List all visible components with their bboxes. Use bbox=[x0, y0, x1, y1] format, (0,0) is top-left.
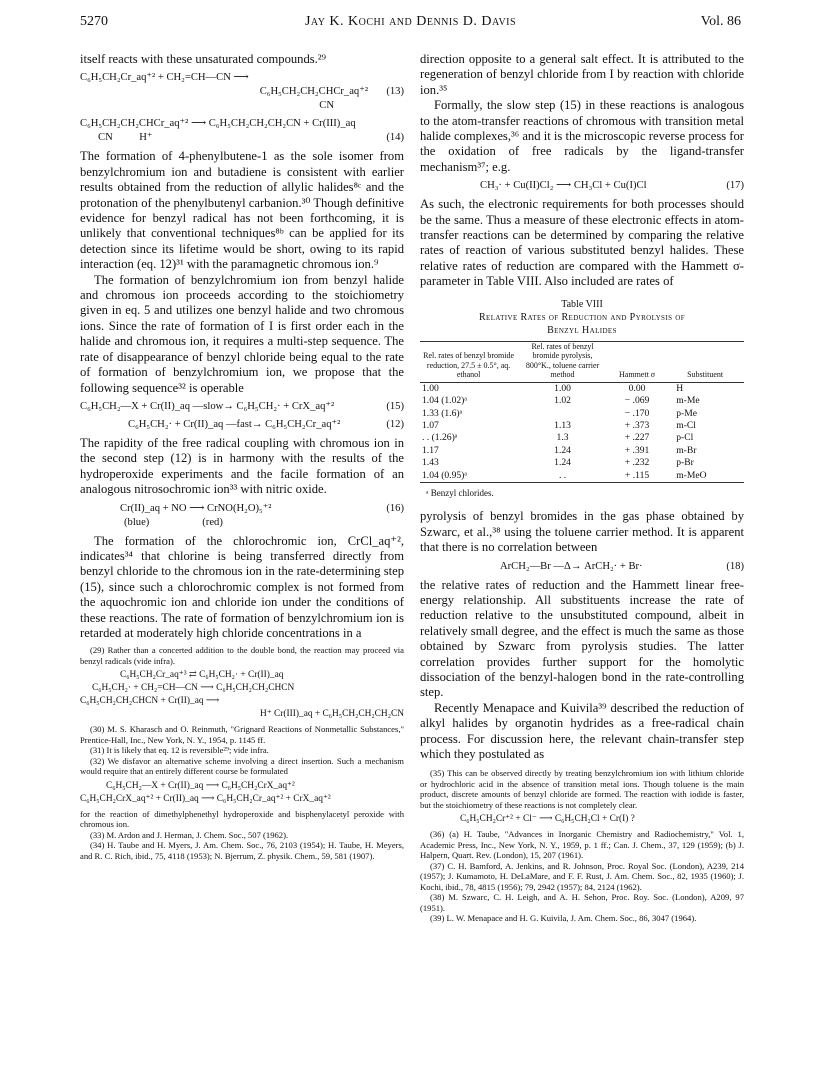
table-cell: H bbox=[676, 382, 684, 394]
equation-line: C₆H₅CH₂· + Cr(II)_aq —fast→ C₆H₅CH₂Cr_aq⁺² bbox=[128, 418, 341, 430]
table-row bbox=[420, 382, 744, 395]
table-cell: . . (1.26)ᵃ bbox=[422, 432, 458, 444]
paragraph: the relative rates of reduction and the Hammett linear free-energy relationship. All substituents increase the rate of reduction relative to the unsubstituted compound, albeit in relatively small degree, and the effect is much the same as those obtained by Szwarc from pyrolysis studies. The latter correlation provides further support for the homolytic dissociation of the benzyl-halogen bond in the rate-controlling step. bbox=[420, 577, 744, 700]
table-cell: 1.17 bbox=[422, 444, 439, 456]
equation-line: C₆H₅CH₂· + CH₂=CH—CN ⟶ C₆H₅CH₂CH₂CHCN bbox=[92, 683, 295, 694]
paragraph: Formally, the slow step (15) in these reactions is analogous to the atom-transfer reactions of chromous with transition metal halide complexes,³⁶ and it is the microscopic reverse process for the oxidation of free radicals by the ligand-transfer mechanism³⁷; e.g. bbox=[420, 98, 744, 174]
footnote-38: (38) M. Szwarc, C. H. Leigh, and A. H. Sehon, Proc. Roy. Soc. (London), A209, 97 (1951). bbox=[420, 892, 744, 913]
table-cell: + .115 bbox=[624, 469, 650, 481]
column-header: Hammett σ bbox=[608, 341, 666, 382]
equation-15 bbox=[80, 400, 404, 414]
equation-line: C₆H₅CH₂CH₂CHCN + Cr(II)_aq ⟶ bbox=[80, 696, 220, 707]
equation-line: C₆H₅CH₂—X + Cr(II)_aq ⟶ C₆H₅CH₂CrX_aq⁺² bbox=[106, 780, 295, 791]
footnote-30: (30) M. S. Kharasch and O. Reinmuth, "Grignard Reactions of Nonmetallic Substances," Prentice-Hall, Inc., New York, N. Y., 1954, p. 1145 ff. bbox=[80, 724, 404, 745]
paragraph: Recently Menapace and Kuivila³⁹ described the reduction of alkyl halides by organotin hydrides as a free-radical chain process. For discussion here, the relevant chain-transfer step which they postulated as bbox=[420, 700, 744, 762]
page-number: 5270 bbox=[80, 14, 108, 29]
equation-line: Cr(II)_aq + NO ⟶ CrNO(H₂O)₅⁺² bbox=[120, 502, 272, 514]
equation-number: (18) bbox=[726, 560, 744, 572]
equation-line: C₆H₅CH₂Cr_aq⁺² + CH₂=CH—CN ⟶ bbox=[80, 72, 249, 84]
table-cell: + .227 bbox=[624, 432, 650, 444]
table-title: Relative Rates of Reduction and Pyrolysis of bbox=[478, 311, 686, 323]
paragraph: The formation of 4-phenylbutene-1 as the sole isomer from benzylchromium ion and butadiene is consistent with earlier results obtained from the reduction of allylic halides⁸ᶜ and the protonation of the phenylbutenyl carbanion.³⁰ Though definitive evidence for benzyl radical has not been forthcoming, it is unlikely that conventional techniques⁸ᵇ can be applied for its detection since its lifetime would be short, owing to its rapid interaction (eq. 12)³¹ with the paramagnetic chromous ion.⁹ bbox=[80, 149, 404, 272]
paragraph: direction opposite to a general salt effect. It is attributed to the regeneration of benzyl chloride from I by reaction with chloride ion.³⁵ bbox=[420, 52, 744, 97]
table-cell: 1.00 bbox=[422, 382, 439, 394]
equation-number: (13) bbox=[386, 86, 404, 98]
table-row bbox=[420, 420, 744, 432]
table-cell: 1.04 (0.95)ᵃ bbox=[422, 469, 467, 481]
table-header-row bbox=[420, 341, 744, 382]
equation-line: C₆H₅CH₂CrX_aq⁺² + Cr(II)_aq ⟶ C₆H₅CH₂Cr_aq⁺² + CrX_aq⁺² bbox=[80, 793, 331, 804]
footnote-34: (34) H. Taube and H. Myers, J. Am. Chem. Soc., 76, 2103 (1954); H. Taube, H. Meyers, and R. C. Rich, ibid., 75, 4118 (1953); N. Bjerrum, Z. physik. Chem., 59, 581 (1907). bbox=[80, 840, 404, 861]
table-cell: 1.04 (1.02)ᵃ bbox=[422, 395, 467, 407]
equation-line: C₆H₅CH₂Cr_aq⁺³ ⇄ C₆H₅CH₂· + Cr(II)_aq bbox=[120, 670, 284, 681]
equation-16 bbox=[80, 502, 404, 530]
right-column bbox=[420, 52, 744, 924]
equation-line: (blue) (red) bbox=[124, 516, 223, 528]
equation-line: ArCH₂—Br —Δ→ ArCH₂· + Br· bbox=[500, 560, 643, 572]
footnote-33: (33) M. Ardon and J. Herman, J. Chem. Soc., 507 (1962). bbox=[90, 829, 289, 840]
table-cell: m-Me bbox=[676, 395, 700, 407]
footnote-equation: C₆H₅CH₂Cr⁺² + Cl⁻ ⟶ C₆H₅CH₂Cl + Cr(I) ? bbox=[460, 814, 635, 825]
table-footnote: ᵃ Benzyl chlorides. bbox=[426, 487, 494, 498]
table-cell bbox=[517, 408, 608, 420]
footnote-39: (39) L. W. Menapace and H. G. Kuivila, J. Am. Chem. Soc., 86, 3047 (1964). bbox=[430, 913, 697, 924]
equation-12 bbox=[80, 418, 404, 432]
table-cell: 0.00 bbox=[628, 382, 646, 394]
footnote-36: (36) (a) H. Taube, "Advances in Inorganic Chemistry and Radiochemistry," Vol. 1, Academic Press, Inc., New York, N. Y., 1959, p. 1 ff.; Can. J. Chem., 37, 129 (1959); (b) J. Halpern, Quart. Rev. (London), 15, 207 (1961). bbox=[420, 829, 744, 861]
equation-number: (15) bbox=[386, 400, 404, 412]
data-table bbox=[420, 341, 744, 483]
footnote-35: (35) This can be observed directly by treating benzylchromium ion with lithium chloride or hydrochloric acid in the absence of transition metal ions. Though toluene is the main product, discrete amounts of benzyl chloride are formed. The reaction with iodide is faster, but the stoichiometry of these reactions is not completely clear. bbox=[420, 768, 744, 810]
footnote-32: (32) We disfavor an alternative scheme involving a direct insertion. Such a mechanism would require that an entirely different course be formulated bbox=[80, 755, 404, 777]
table-cell: 1.00 bbox=[554, 382, 571, 394]
table-cell: p-Me bbox=[676, 407, 697, 419]
column-header: Substituent bbox=[666, 341, 744, 382]
equation-number: (12) bbox=[386, 418, 404, 430]
footnote-29: (29) Rather than a concerted addition to the double bond, the reaction may proceed via benzyl radicals (vide infra). bbox=[80, 645, 404, 666]
paragraph: As such, the electronic requirements for both processes should be the same. Thus a measure of these electronic effects in atom-transfer reactions can be determined by comparing the relative rates of reaction of various substituted benzyl halides. These relative rates of reduction are compared with the Hammett σ-parameter in Table VIII. Also included are rates of bbox=[420, 197, 744, 289]
footnote-equation bbox=[80, 669, 404, 721]
table-cell: 1.33 (1.6)ᵃ bbox=[422, 407, 463, 419]
table-cell: + .373 bbox=[624, 419, 650, 431]
table-cell: . . bbox=[558, 469, 567, 481]
column-header: Rel. rates of benzyl bromide pyrolysis, 800°K., toluene carrier method bbox=[517, 341, 608, 382]
equation-line: CH₃· + Cu(II)Cl₂ ⟶ CH₃Cl + Cu(I)Cl bbox=[480, 180, 647, 192]
page-header bbox=[80, 14, 741, 36]
table-cell: 1.3 bbox=[556, 432, 569, 444]
table-cell: 1.02 bbox=[554, 395, 571, 407]
table-row bbox=[420, 470, 744, 483]
table-cell: 1.24 bbox=[554, 457, 571, 469]
footnote-37: (37) C. H. Bamford, A. Jenkins, and R. Johnson, Proc. Royal Soc. (London), A239, 214 (1957); J. Kumamoto, H. DeLaMare, and F. F. Rust, J. Am. Chem. Soc., 82, 1935 (1960); J. Kochi, ibid., 78, 4815 (1956); 79, 2942 (1957); 84, 2124 (1962). bbox=[420, 860, 744, 892]
footnote-equation bbox=[80, 780, 404, 806]
table-cell: − .170 bbox=[624, 407, 650, 419]
table-cell: 1.13 bbox=[554, 419, 571, 431]
footnote-31: (31) It is likely that eq. 12 is reversible²⁹; vide infra. bbox=[90, 745, 269, 756]
table-cell: 1.24 bbox=[554, 444, 571, 456]
equation-line: C₆H₅CH₂—X + Cr(II)_aq —slow→ C₆H₅CH₂· + CrX_aq⁺² bbox=[80, 400, 335, 412]
table-cell: 1.07 bbox=[422, 419, 439, 431]
column-header: Rel. rates of benzyl bromide reduction, 27.5 ± 0.5°, aq. ethanol bbox=[420, 341, 517, 382]
table-cell: m-Br bbox=[676, 444, 697, 456]
footnote-text: for the reaction of dimethylphenethyl hydroperoxide and bisphenylacetyl peroxide with chromous ion. bbox=[80, 808, 404, 830]
table-title: Benzyl Halides bbox=[547, 324, 617, 336]
equation-number: (16) bbox=[386, 502, 404, 514]
equation-line: CN bbox=[319, 100, 334, 112]
paragraph: The rapidity of the free radical coupling with chromous ion in the second step (12) is in harmony with the results of the hydroperoxide experiments and the facile formation of an analogous nitrosochromic ion³³ with nitric oxide. bbox=[80, 435, 404, 497]
table-cell: p-Br bbox=[676, 457, 694, 469]
equation-14 bbox=[80, 117, 404, 145]
table-row bbox=[420, 445, 744, 457]
paragraph: pyrolysis of benzyl bromides in the gas phase obtained by Szwarc, et al.,³⁸ using the toluene carrier method. It is apparent that there is no correlation between bbox=[420, 509, 744, 555]
table-cell: m-Cl bbox=[676, 419, 696, 431]
equation-line: CN H⁺ bbox=[98, 132, 153, 144]
table-cell: m-MeO bbox=[676, 469, 707, 481]
equation-18 bbox=[420, 560, 744, 574]
equation-line: C₆H₅CH₂CH₂CHCr_aq⁺² ⟶ C₆H₅CH₂CH₂CH₂CN + Cr(III)_aq bbox=[80, 118, 356, 130]
equation-number: (17) bbox=[726, 180, 744, 192]
equation-line: C₆H₅CH₂CH₂CHCr_aq⁺² bbox=[259, 86, 368, 98]
table-cell: 1.43 bbox=[422, 457, 439, 469]
table-cell: + .391 bbox=[624, 444, 650, 456]
paragraph: The formation of the chlorochromic ion, CrCl_aq⁺², indicates³⁴ that chlorine is being transferred directly from benzyl chloride to the chromous ion in the rate-determining step (15), since such a chlorochromic complex is not formed from the aquochromic ion and chloride ion under the conditions of these reactions. The rate of formation of benzylchromium ion is retarded at moderately high chloride concentrations in a bbox=[80, 533, 404, 640]
table-cell: + .232 bbox=[624, 457, 650, 469]
equation-17 bbox=[420, 179, 744, 193]
running-authors: Jay K. Kochi and Dennis D. Davis bbox=[304, 14, 517, 29]
table-row bbox=[420, 395, 744, 407]
equation-13 bbox=[80, 71, 404, 113]
table-label: Table VIII bbox=[561, 298, 603, 310]
paragraph: itself reacts with these unsaturated compounds.²⁹ bbox=[80, 52, 326, 66]
paragraph: The formation of benzylchromium ion from benzyl halide and chromous ion proceeds according to the stoichiometry given in eq. 5 and utilizes one benzyl halide and two chromous ions. Since the rate of formation of I is first order each in the halide and chromous ion, it requires a multi-step sequence. The rate of disappearance of benzyl chloride being equal to the rate of formation of benzylchromium ion, we propose that the following sequence³² is operable bbox=[80, 272, 404, 395]
left-column bbox=[80, 52, 404, 861]
equation-line: H⁺ Cr(III)_aq + C₆H₅CH₂CH₂CH₂CN bbox=[259, 709, 404, 720]
table-row bbox=[420, 408, 744, 420]
equation-number: (14) bbox=[386, 132, 404, 144]
table-cell: − .069 bbox=[624, 395, 650, 407]
table-row bbox=[420, 457, 744, 469]
table-cell: p-Cl bbox=[676, 432, 694, 444]
table-caption bbox=[420, 298, 744, 337]
table-row bbox=[420, 432, 744, 444]
volume-label: Vol. 86 bbox=[700, 14, 741, 29]
